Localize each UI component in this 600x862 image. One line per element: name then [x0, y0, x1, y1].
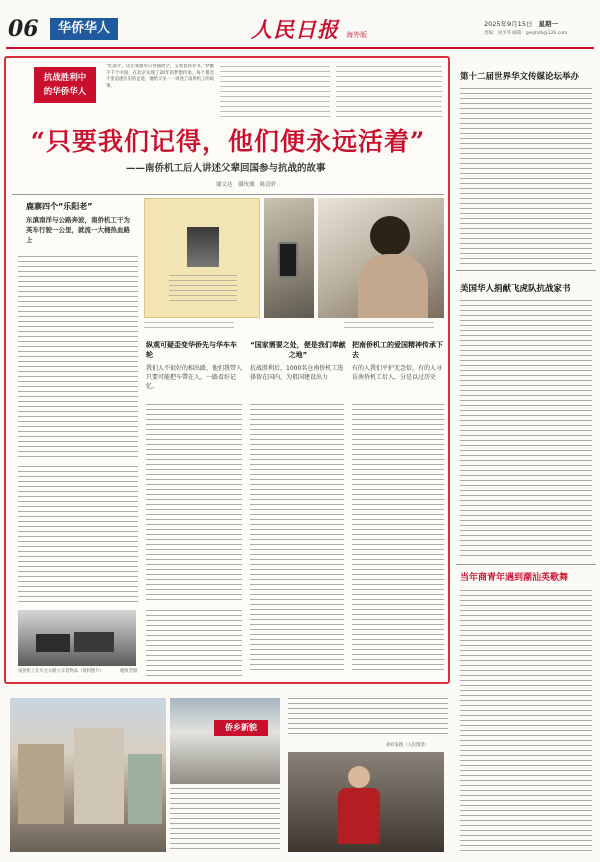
sidebar [456, 56, 596, 856]
photo-caption: 南侨机工在车仓公路立车装物品（资料照片） [18, 669, 104, 674]
article-text [460, 300, 592, 556]
sidebar-headline-1: 第十二届世界华文传媒论坛举办 [460, 72, 580, 82]
article-text [250, 404, 344, 674]
sub-heading-4: 把南侨机工的爱国精神传承下去 [352, 341, 443, 359]
sub-lead-4: 有的人我们平护无念倍，有的人寻访南侨机工后人，分是以过历史 [352, 365, 443, 381]
sub-lead-1: 东滇南洋与公路奔波，南侨机工干为英车行驶一公里，就流一大桶热血路上 [26, 216, 130, 244]
sub-heading-3: “国家需要之处，便是我们奉献之地” [250, 341, 346, 359]
masthead: 人民日报 海外版 [251, 17, 368, 42]
sidebar-headline-3: 当年商青年遇到潮汕英歌舞 [460, 573, 569, 583]
article-text [146, 610, 242, 676]
topic-badge: 抗战胜利中 的华侨华人 [34, 67, 96, 103]
page-header [6, 10, 594, 48]
sub-heading-1: 鹿寨四个“乐阳老” [26, 202, 93, 211]
feature-story [4, 56, 450, 684]
photo-strip [144, 198, 444, 334]
photo-credit: 谢致芳摄 [120, 669, 138, 674]
feature-subtitle: ——南侨机工后人讲述父辈回国参与抗战的故事 [126, 163, 326, 174]
photo-credits [144, 322, 444, 328]
heritage-book-photo [144, 198, 260, 318]
divider [456, 564, 596, 565]
woman-photo [318, 198, 444, 318]
article-text [460, 88, 592, 264]
intro-text: “纪录片，这让我想早日穿越时空，又看着我爷爷。”梦醒千千个中国，在北京实现了20年的梦想传承。每个都会千里追逐历史的足迹，地给父亲一一讲述了南侨机工的故事。 [106, 64, 214, 89]
divider [12, 194, 444, 195]
man-photo [288, 752, 444, 852]
editor-info: 责编：刘少华 邮箱：gesjhsb@126.com [484, 31, 568, 36]
article-text [146, 404, 242, 604]
portrait-photo [187, 227, 219, 267]
sub-lead-2: 我们人不很好的相出路，他们我带人只要可能把车帶在人，一路看好记忆。 [146, 365, 243, 390]
article-text [18, 256, 138, 458]
article-text [170, 788, 280, 850]
sub-heading-2: 纵观可疑歪变华侨先与华车车轮 [146, 341, 237, 359]
truck-icon [36, 634, 70, 652]
article-text [18, 466, 138, 606]
lower-section [6, 692, 452, 856]
article-text [352, 404, 444, 674]
intro-text-col [336, 66, 442, 118]
phone-icon [278, 242, 298, 278]
divider [456, 270, 596, 271]
article-text [288, 698, 448, 738]
street-photo [10, 698, 166, 852]
article-text [460, 590, 592, 854]
building-photo [170, 698, 280, 784]
feature-authors: 谢文达 谢玫瑰 陈清轩 [216, 182, 277, 188]
phone-photo [264, 198, 314, 318]
sidebar-headline-2: 美国华人捐献飞虎队抗战家书 [460, 284, 571, 294]
section-tab: 华侨华人 [50, 18, 118, 40]
intro-text-col [220, 66, 330, 118]
page-number: 06 [8, 16, 39, 42]
historical-truck-photo [18, 610, 136, 666]
caption-credit: 胡祥发摄（人民图景） [386, 743, 429, 748]
sub-lead-3: 抗战胜利后，1000名仓南侨机工选择留在国内，为祖国建设出力 [250, 365, 344, 381]
feature-title: “只要我们记得，他们便永远活着” [30, 127, 426, 156]
issue-date: 2025年9月15日 星期一 [484, 20, 559, 28]
section-badge: 侨乡新貌 [214, 720, 268, 736]
header-rule [6, 47, 594, 49]
